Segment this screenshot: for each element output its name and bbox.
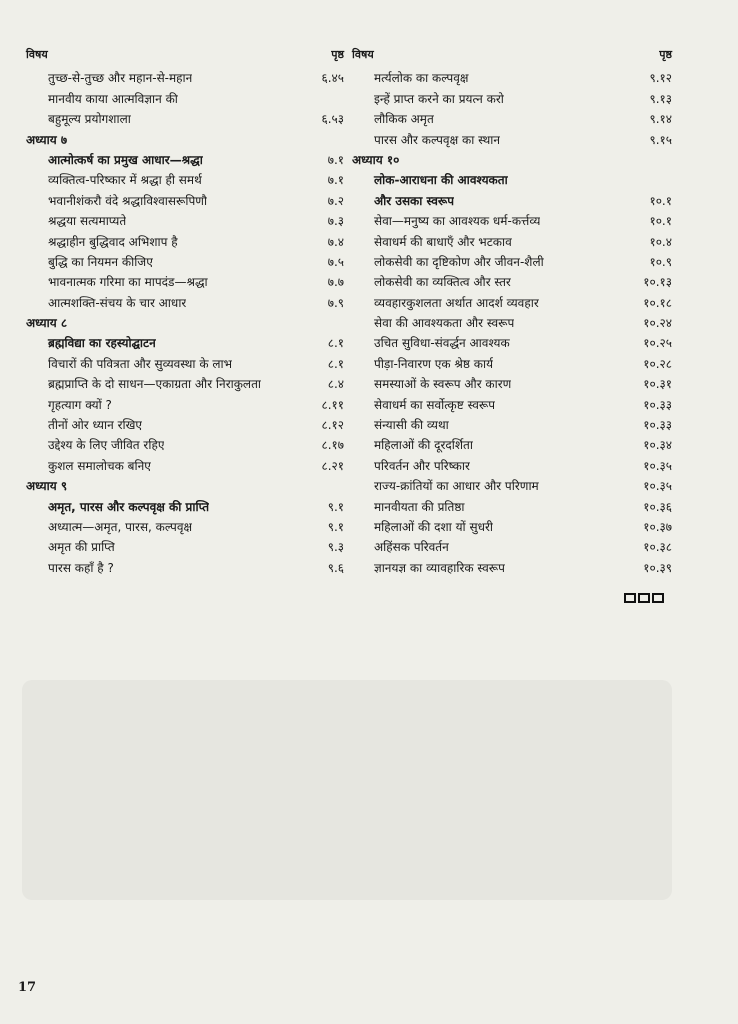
- toc-entry: [352, 557, 672, 577]
- toc-entry: [26, 435, 344, 455]
- entry-title: सेवाधर्म की बाधाएँ और भटकाव: [374, 234, 512, 249]
- toc-entry: [26, 394, 344, 414]
- end-ornament: [624, 593, 664, 603]
- toc-entry: [26, 537, 344, 557]
- entry-page: १०.३३: [643, 397, 672, 412]
- chapter-heading: [26, 476, 344, 496]
- toc-entry: [26, 517, 344, 537]
- entry-title: लोकसेवी का व्यक्तित्व और स्तर: [374, 275, 511, 290]
- toc-entry: [352, 476, 672, 496]
- entry-title: भावनात्मक गरिमा का मापदंड—श्रद्धा: [48, 275, 208, 290]
- toc-entry: [26, 252, 344, 272]
- toc-entry: [26, 170, 344, 190]
- entry-title: अध्याय ७: [26, 132, 68, 147]
- entry-page: ८.१७: [321, 438, 344, 453]
- entry-page: १०.१: [649, 193, 672, 208]
- entry-title: लोक-आराधना की आवश्यकता: [374, 173, 508, 188]
- toc-entry: [26, 88, 344, 108]
- toc-entry: [352, 292, 672, 312]
- entry-page: ९.१: [327, 499, 344, 514]
- toc-entry: [352, 415, 672, 435]
- toc-entry: [352, 353, 672, 373]
- entry-title: तीनों ओर ध्यान रखिए: [48, 418, 143, 433]
- entry-page: १०.१३: [643, 275, 672, 290]
- entry-title: और उसका स्वरूप: [374, 193, 455, 208]
- entry-page: ९.३: [327, 540, 344, 555]
- entry-title: इन्हें प्राप्त करने का प्रयत्न करो: [374, 91, 504, 106]
- column-header: [26, 42, 344, 62]
- entry-title: अध्याय ८: [26, 316, 68, 331]
- entry-page: ६.४५: [321, 71, 344, 86]
- entry-page: ८.२१: [321, 458, 344, 473]
- toc-list-left: [26, 68, 344, 578]
- entry-title: व्यक्तित्व-परिष्कार में श्रद्धा ही समर्थ: [48, 173, 202, 188]
- toc-entry: [352, 455, 672, 475]
- entry-page: ८.४: [327, 377, 344, 392]
- toc-entry: [352, 435, 672, 455]
- entry-title: भवानीशंकरौ वंदे श्रद्धाविश्वासरूपिणौ: [48, 193, 208, 208]
- entry-title: मर्त्यलोक का कल्पवृक्ष: [374, 71, 469, 86]
- toc-entry: [26, 353, 344, 373]
- toc-entry: [26, 333, 344, 353]
- entry-title: व्यवहारकुशलता अर्थात आदर्श व्यवहार: [374, 295, 539, 310]
- entry-page: ७.१: [327, 152, 344, 167]
- entry-page: ८.१२: [321, 418, 344, 433]
- entry-title: लोकसेवी का दृष्टिकोण और जीवन-शैली: [374, 254, 544, 269]
- entry-page: ९.६: [327, 560, 344, 575]
- entry-page: १०.९: [649, 254, 672, 269]
- toc-entry: [26, 292, 344, 312]
- toc-entry: [26, 455, 344, 475]
- entry-page: १०.२४: [643, 316, 672, 331]
- toc-column-right: [352, 42, 672, 578]
- toc-entry: [352, 129, 672, 149]
- entry-page: ७.४: [327, 234, 344, 249]
- entry-title: आत्मशक्ति-संचय के चार आधार: [48, 295, 187, 310]
- toc-entry: [352, 394, 672, 414]
- toc-entry: [352, 231, 672, 251]
- chapter-heading: [26, 129, 344, 149]
- entry-title: मानवीयता की प्रतिष्ठा: [374, 499, 465, 514]
- entry-title: अध्यात्म—अमृत, पारस, कल्पवृक्ष: [48, 519, 193, 534]
- chapter-heading: [352, 150, 672, 170]
- entry-page: १०.२५: [643, 336, 672, 351]
- entry-title: तुच्छ-से-तुच्छ और महान-से-महान: [48, 71, 193, 86]
- entry-page: १०.३५: [643, 479, 672, 494]
- entry-title: श्रद्धया सत्यमाप्यते: [48, 214, 127, 229]
- entry-page: ७.७: [327, 275, 344, 290]
- toc-entry: [26, 496, 344, 516]
- page-number: 17: [18, 980, 37, 995]
- entry-page: ७.५: [327, 254, 344, 269]
- entry-title: कुशल समालोचक बनिए: [48, 458, 151, 473]
- entry-page: ७.२: [327, 193, 344, 208]
- entry-title: पीड़ा-निवारण एक श्रेष्ठ कार्य: [374, 356, 494, 371]
- chapter-heading: [26, 313, 344, 333]
- entry-page: १०.४: [649, 234, 672, 249]
- entry-page: १०.३९: [643, 560, 672, 575]
- entry-title: राज्य-क्रांतियों का आधार और परिणाम: [374, 479, 539, 494]
- toc-entry: [352, 537, 672, 557]
- entry-page: १०.३३: [643, 418, 672, 433]
- entry-page: ९.१२: [649, 71, 672, 86]
- toc-entry: [352, 252, 672, 272]
- entry-title: पारस कहाँ है ?: [48, 560, 114, 575]
- entry-page: १०.३८: [643, 540, 672, 555]
- toc-entry: [352, 170, 672, 190]
- entry-page: १०.३४: [643, 438, 672, 453]
- entry-page: १०.१: [649, 214, 672, 229]
- entry-page: ८.११: [321, 397, 344, 412]
- entry-title: श्रद्धाहीन बुद्धिवाद अभिशाप है: [48, 234, 178, 249]
- entry-title: बहुमूल्य प्रयोगशाला: [48, 112, 131, 127]
- entry-title: सेवाधर्म का सर्वोत्कृष्ट स्वरूप: [374, 397, 496, 412]
- toc-entry: [26, 68, 344, 88]
- entry-page: ९.१३: [649, 91, 672, 106]
- entry-title: महिलाओं की दूरदर्शिता: [374, 438, 473, 453]
- toc-entry: [26, 190, 344, 210]
- entry-page: १०.२८: [643, 356, 672, 371]
- entry-title: अमृत की प्राप्ति: [48, 540, 115, 555]
- entry-title: बुद्धि का नियमन कीजिए: [48, 254, 153, 269]
- show-through-box: [22, 680, 672, 900]
- entry-title: उचित सुविधा-संवर्द्धन आवश्यक: [374, 336, 510, 351]
- toc-entry: [26, 557, 344, 577]
- entry-page: १०.३६: [643, 499, 672, 514]
- toc-column-left: [26, 42, 344, 578]
- toc-entry: [352, 68, 672, 88]
- toc-entry: [352, 211, 672, 231]
- toc-entry: [352, 333, 672, 353]
- entry-title: संन्यासी की व्यथा: [374, 418, 449, 433]
- entry-title: मानवीय काया आत्मविज्ञान की: [48, 91, 178, 106]
- entry-page: ९.१४: [649, 112, 672, 127]
- entry-title: अध्याय ९: [26, 479, 68, 494]
- entry-title: ब्रह्मप्राप्ति के दो साधन—एकाग्रता और निराकुलता: [48, 377, 262, 392]
- toc-entry: [352, 313, 672, 333]
- entry-page: १०.३१: [643, 377, 672, 392]
- toc-entry: [26, 231, 344, 251]
- entry-title: सेवा—मनुष्य का आवश्यक धर्म-कर्त्तव्य: [374, 214, 541, 229]
- toc-entry: [352, 517, 672, 537]
- ornament-box: [652, 593, 664, 603]
- toc-list-right: [352, 68, 672, 578]
- entry-page: ८.१: [327, 336, 344, 351]
- entry-page: ८.१: [327, 356, 344, 371]
- entry-title: आत्मोत्कर्ष का प्रमुख आधार—श्रद्धा: [48, 152, 203, 167]
- entry-title: सेवा की आवश्यकता और स्वरूप: [374, 316, 515, 331]
- entry-title: महिलाओं की दशा यों सुधरी: [374, 519, 493, 534]
- entry-title: अहिंसक परिवर्तन: [374, 540, 449, 555]
- toc-entry: [352, 374, 672, 394]
- toc-entry: [26, 150, 344, 170]
- entry-page: ७.९: [327, 295, 344, 310]
- toc-entry: [26, 374, 344, 394]
- toc-entry: [26, 211, 344, 231]
- subject-header: विषय: [352, 48, 374, 61]
- entry-title: विचारों की पवित्रता और सुव्यवस्था के लाभ: [48, 356, 233, 371]
- page-header: पृष्ठ: [659, 48, 672, 61]
- column-header: [352, 42, 672, 62]
- entry-title: ब्रह्मविद्या का रहस्योद्घाटन: [48, 336, 156, 351]
- toc-entry: [352, 109, 672, 129]
- entry-page: १०.३७: [643, 519, 672, 534]
- entry-page: ७.१: [327, 173, 344, 188]
- ornament-box: [638, 593, 650, 603]
- toc-entry: [352, 88, 672, 108]
- subject-header: विषय: [26, 48, 48, 61]
- entry-title: उद्देश्य के लिए जीवित रहिए: [48, 438, 165, 453]
- toc-entry: [352, 190, 672, 210]
- entry-page: ९.१५: [649, 132, 672, 147]
- entry-page: ६.५३: [321, 112, 344, 127]
- entry-title: गृहत्याग क्यों ?: [48, 397, 112, 412]
- toc-entry: [26, 272, 344, 292]
- entry-title: लौकिक अमृत: [374, 112, 434, 127]
- entry-page: ७.३: [327, 214, 344, 229]
- entry-title: ज्ञानयज्ञ का व्यावहारिक स्वरूप: [374, 560, 505, 575]
- toc-entry: [26, 109, 344, 129]
- toc-entry: [26, 415, 344, 435]
- toc-entry: [352, 272, 672, 292]
- page-header: पृष्ठ: [331, 48, 344, 61]
- entry-page: १०.३५: [643, 458, 672, 473]
- entry-title: परिवर्तन और परिष्कार: [374, 458, 470, 473]
- entry-title: समस्याओं के स्वरूप और कारण: [374, 377, 512, 392]
- toc-entry: [352, 496, 672, 516]
- entry-title: अमृत, पारस और कल्पवृक्ष की प्राप्ति: [48, 499, 210, 514]
- entry-title: पारस और कल्पवृक्ष का स्थान: [374, 132, 501, 147]
- entry-page: ९.१: [327, 519, 344, 534]
- ornament-box: [624, 593, 636, 603]
- entry-title: अध्याय १०: [352, 152, 400, 167]
- entry-page: १०.१८: [643, 295, 672, 310]
